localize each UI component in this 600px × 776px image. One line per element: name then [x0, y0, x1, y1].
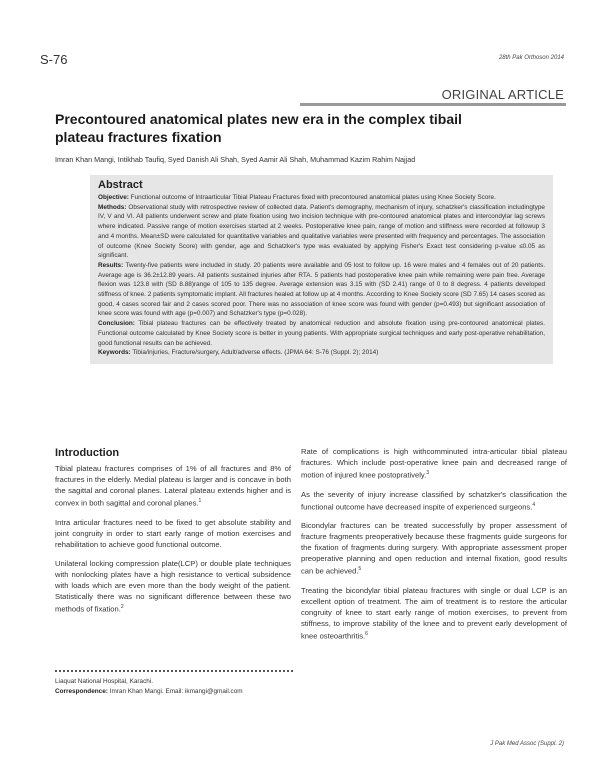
right-column: [301, 446, 567, 649]
abstract-heading: Abstract: [98, 179, 143, 191]
article-title: Precontoured anatomical plates new era in the complex tibail plateau fractures fixation: [55, 111, 462, 145]
right-paragraph-3: Bicondylar fractures can be treated successfully by proper assessment of fracture fragments preoperatively because these fragments guide surgeons for the fixation of fragments during surgery. With appropriate assessment proper preoperative planning and open reduction and internal fixation, good results can be achieved.$^5$: [301, 521, 567, 576]
right-paragraph-2: As the severity of injury increase classified by schatzker's classification the functional outcome have decreased inspite of experienced surgeons.$^4$: [301, 489, 567, 512]
affiliation: Liaquat National Hospital, Karachi.: [55, 678, 154, 685]
footnote-divider: [55, 670, 293, 672]
abstract-methods: Methods: Observational study with retrospective review of collected data. Patient's demography, mechanism of injury, schatzker's classification includingtype IV, V and VI. All patients underwent screw and plate fixation using two incision technique with pre-contoured anatomical plates and intercondylar lag screws where indicated. Passive range of motion exercises started at 2 weeks. Postoperative knee pain, range of motion and stiffness were recorded at followup 3 and 4 months. Mean±SD were calculated for quantitative variables and qualitative variables were presented with frequency and percentages. The association of outcome (Knee Society Score) with gender, age and Schatzker's type was evaluated by applying Fisher's Exact test considering p-value ≤0.05 as significant.: [98, 203, 545, 260]
article-type-label: ORIGINAL ARTICLE: [441, 87, 564, 102]
footnote: [55, 677, 243, 697]
abstract-objective: Objective: Functional outcome of Intraarticular Tibial Plateau Fractures fixed with precontoured anatomical plates using Knee Society Score.: [98, 194, 496, 201]
banner-rule: [300, 103, 566, 106]
correspondence: Correspondence: Imran Khan Mangi. Email: ikmangi@gmail.com: [55, 688, 243, 695]
page-number: S-76: [40, 52, 68, 67]
abstract-keywords: Keywords: Tibia/injuries, Fracture/surgery, Adult/adverse effects. (JPMA 64: S-76 (Suppl. 2); 2014): [98, 349, 379, 357]
article-type-banner: [300, 84, 566, 106]
author-list: Imran Khan Mangi, Intikhab Taufiq, Syed Danish Ali Shah, Syed Aamir Ali Shah, Muhammad Kazim Rahim Najjad: [55, 155, 416, 164]
intro-paragraph-3: Unilateral locking compression plate(LCP) or double plate techniques with nonlocking plates have a high resistance to vertical subsidence with loads which are even more than the body weight of the patient. Statistically there was no significant difference between these two methods of fixation.$^2$: [55, 558, 291, 614]
introduction-heading: Introduction: [55, 447, 120, 459]
journal-issue: 28th Pak Orthoson 2014: [498, 55, 564, 61]
abstract-box: [90, 175, 553, 364]
left-column: [55, 448, 291, 622]
intro-paragraph-1: Tibial plateau fractures comprises of 1% of all fractures and 8% of fractures in the elderly. Medial plateau is larger and is concave in both the sagittal and coronal planes. Lateral plateau extends higher and is convex in both sagittal and coronal planes.$^1$: [55, 464, 291, 508]
abstract-conclusion: Conclusion: Tibial plateau fractures can be effectively treated by anatomical reduction and absolute fixation using pre-contoured anatomical plates. Functional outcome calculated by Knee Society score is better in young patients. With appropriate surgical techniques and early post-operative rehabilitation, good functional results can be achieved.: [98, 320, 545, 347]
right-paragraph-4: Treating the bicondylar tibial plateau fractures with single or dual LCP is an excellent option of treatment. The aim of treatment is to restore the articular congruity of knee to start early range of motion exercises, to prevent from stiffness, to improve stability of the knee and to prevent early development of knee osteoarthritis.$^6$: [301, 585, 567, 641]
abstract-results: Results: Twenty-five patients were included in study. 20 patients were available and 05 lost to follow up. 16 were males and 4 females out of 20 patients. Average age is 36.2±12.89 years. All patients sustained injuries after RTA. 5 patients had postoperative knee pain while remaining were pain free. Average flexion was 123.8 with (SD 8.88)range of 105 to 135 degree. Average extension was 3.15 with (SD 2.41) range of 0 to 8 degress. 4 patients developed stiffness of knee. 2 patients symptomatic implant. All fractures healed at follow up at 4 months. According to Knee Society score (SD 7.65) 14 cases scored as good, 4 cases scored fair and 2 cases scored poor. There was no association of knee score was found with gender (p=0.493) but significant association of knee score was found with age (p=0.007) and Schatzker's type (p=0.028).: [98, 261, 545, 318]
intro-paragraph-2: Intra articular fractures need to be fixed to get absolute stability and joint congruity in order to start early range of motion exercises and rehabilitation to achieve good functional outcome.: [55, 517, 291, 549]
journal-footer: J Pak Med Assoc (Suppl. 2): [490, 741, 564, 747]
right-paragraph-1: Rate of complications is high withcomminuted intra-articular tibial plateau fractures. Which include post-operative knee pain and decreased range of motion of injured knee postopratively.$^3$: [301, 447, 567, 480]
